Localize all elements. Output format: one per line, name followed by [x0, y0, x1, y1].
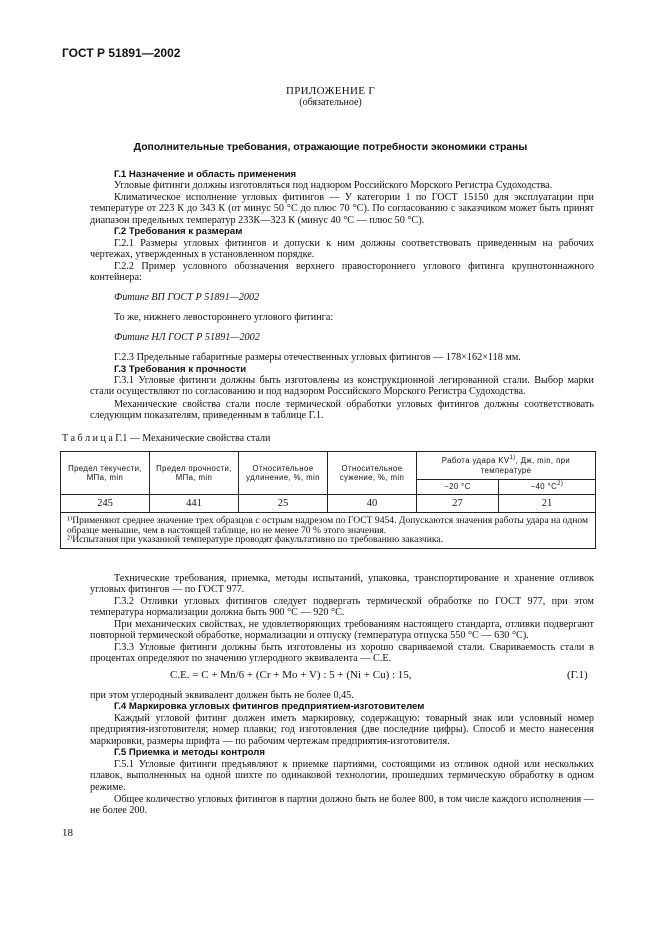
- table-cell: 40: [328, 495, 417, 513]
- after-table-paragraph: Технические требования, приемка, методы испытаний, упаковка, транспортирование и хранение отливок угловых фитингов — по ГОСТ 977.: [90, 573, 594, 596]
- table-cell: 245: [61, 495, 150, 513]
- designation-example-text: То же, нижнего левостороннего углового фитинга:: [114, 312, 334, 323]
- table-header-contraction: Относительное сужение, %, min: [328, 452, 417, 495]
- table-footnote-2: ²⁾Испытания при указанной температуре проводят факультативно по требованию заказчика.: [67, 534, 444, 545]
- g1-paragraph-1: Угловые фитинги должны изготовляться под надзором Российского Морского Регистра Судоходства.: [114, 180, 553, 191]
- table-header-elongation: Относительное удлинение, %, min: [239, 452, 328, 495]
- table-header-impact: [417, 452, 596, 480]
- g1-paragraph-2: Климатическое исполнение угловых фитингов — У категории 1 по ГОСТ 15150 для эксплуатации при температуре от 223 К до 343 К (от минус 50 °С до плюс 70 °С). По согласованию с заказчиком может быть принят диапазон предельных температур 233К—323 К (минус 40 °С — плюс 50 °С).: [90, 192, 594, 226]
- table-caption: Т а б л и ц а Г.1 — Механические свойства стали: [62, 433, 271, 444]
- g31-paragraph-b: Механические свойства стали после термической обработки угловых фитингов должны соответствовать следующим показателям, приведенным в таблице Г.1.: [90, 399, 594, 422]
- appendix-heading: Дополнительные требования, отражающие потребности экономики страны: [133, 142, 528, 153]
- section-g4-title: Г.4 Маркировка угловых фитингов предприятием-изготовителем: [114, 701, 425, 712]
- g31-paragraph: Г.3.1 Угловые фитинги должны быть изготовлены из конструкционной легированной стали. Выбор марки стали осуществляют по согласованию и под надзором Российского Морского Регистра Судоходства.: [90, 375, 594, 398]
- page-number: 18: [62, 827, 73, 839]
- g21-paragraph: Г.2.1 Размеры угловых фитингов и допуски к ним должны соответствовать приведенным на рабочих чертежах, утвержденных в установленном порядке.: [90, 238, 594, 261]
- section-g2-title: Г.2 Требования к размерам: [114, 226, 243, 237]
- g33-paragraph: Г.3.3 Угловые фитинги должны быть изготовлены из хорошо свариваемой стали. Свариваемость стали в процентах определяют по значению углеродного эквивалента — С.Е.: [90, 642, 594, 665]
- page-header: ГОСТ Р 51891—2002: [62, 46, 181, 60]
- designation-example-2: Фитинг НЛ ГОСТ Р 51891—2002: [114, 332, 260, 343]
- table-header-strength: Предел прочности, МПа, min: [150, 452, 239, 495]
- table-footnote-1: ¹⁾Применяют среднее значение трех образцов с острым надрезом по ГОСТ 9454. Допускаются значения работы удара на одном образце меньшие, чем в настоящей таблице, но не менее 70 % этого значения.: [67, 515, 589, 536]
- designation-example-1: Фитинг ВП ГОСТ Р 51891—2002: [114, 292, 260, 303]
- mechanical-properties-table: [60, 451, 596, 549]
- temp-40-label: −40 °С: [530, 482, 558, 492]
- impact-label-rest: , Дж, min, при температуре: [480, 456, 571, 475]
- formula: С.Е. = С + Mn/6 + (Cr + Mo + V) : 5 + (Ni + Cu) : 15,: [170, 669, 412, 681]
- g23-paragraph: Г.2.3 Предельные габаритные размеры отечественных угловых фитингов — 178×162×118 мм.: [114, 352, 521, 363]
- g51-paragraph-b: Общее количество угловых фитингов в партии должно быть не более 800, в том числе каждого исполнения — не более 200.: [90, 794, 594, 817]
- table-cell: 441: [150, 495, 239, 513]
- appendix-subtitle: (обязательное): [299, 97, 362, 108]
- impact-label: Работа удара KV: [441, 456, 510, 465]
- table-cell: 25: [239, 495, 328, 513]
- table-header-temp-20: −20 °С: [417, 480, 499, 495]
- table-header-temp-40: [498, 480, 595, 495]
- section-g1-title: Г.1 Назначение и область применения: [114, 169, 297, 180]
- after-formula-paragraph: при этом углеродный эквивалент должен быть не более 0,45.: [90, 690, 354, 701]
- section-g3-title: Г.3 Требования к прочности: [114, 364, 247, 375]
- temp-40-footnote-mark: 2): [557, 481, 564, 488]
- table-cell: 27: [417, 495, 499, 513]
- formula-number: (Г.1): [567, 669, 588, 681]
- g32-paragraph-b: При механических свойствах, не удовлетворяющих требованиям настоящего стандарта, отливки подвергают повторной термической обработке, нормализации и отпуску (температура отпуска 550 °С — 630 °С).: [90, 619, 594, 642]
- g4-paragraph: Каждый угловой фитинг должен иметь маркировку, содержащую: товарный знак или условный номер предприятия-изготовителя; номер плавки; год изготовления (две последние цифры). Способ и место нанесения маркировки, размеры шрифта — по рабочим чертежам предприятия-изготовителя.: [90, 713, 594, 747]
- appendix-title: ПРИЛОЖЕНИЕ Г: [285, 85, 376, 97]
- g51-paragraph: Г.5.1 Угловые фитинги предъявляют к приемке партиями, состоящими из отливок одной или нескольких плавок, выполненных на одной шихте по одинаковой технологии, прошедших термическую обработку в одном режиме.: [90, 759, 594, 793]
- table-header-yield: Предел текучести, МПа, min: [61, 452, 150, 495]
- g22-paragraph: Г.2.2 Пример условного обозначения верхнего правостороннего углового фитинга крупнотоннажного контейнера:: [90, 261, 594, 284]
- table-cell: 21: [498, 495, 595, 513]
- g32-paragraph: Г.3.2 Отливки угловых фитингов следует подвергать термической обработке по ГОСТ 977, при этом температура нормализации должна быть 900 °С — 920 °С.: [90, 596, 594, 619]
- table-footnotes: [61, 513, 596, 549]
- impact-footnote-mark: 1): [509, 455, 516, 461]
- section-g5-title: Г.5 Приемка и методы контроля: [114, 747, 265, 758]
